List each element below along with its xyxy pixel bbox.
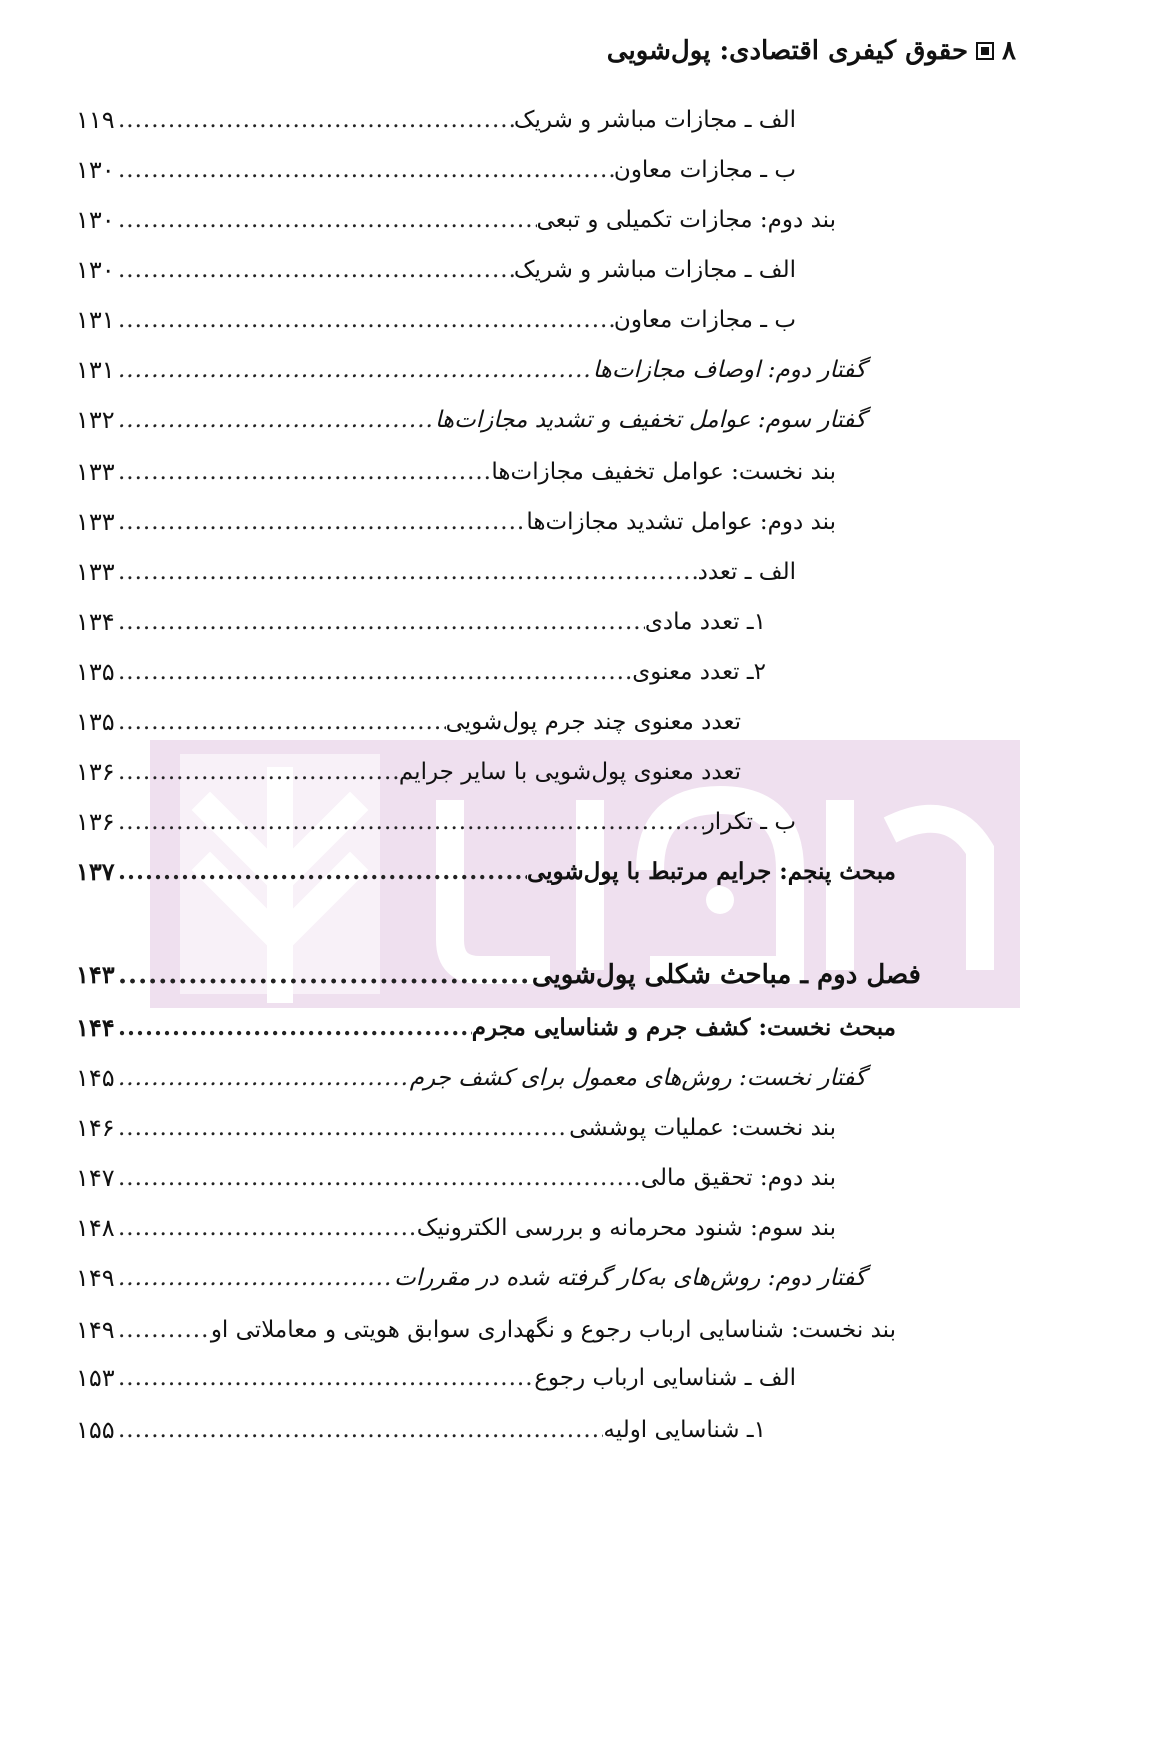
toc-entry-title: بند دوم: مجازات تکمیلی و تبعی xyxy=(536,207,836,233)
toc-row[interactable] xyxy=(0,1310,1166,1350)
toc-entry-title: بند دوم: عوامل تشدید مجازات‌ها xyxy=(526,509,836,535)
toc-entry-title: گفتار دوم: روش‌های به‌کار گرفته شده در مقررات xyxy=(394,1265,866,1291)
dot-leader xyxy=(118,300,614,340)
toc-page-number: ۱۳۵ xyxy=(76,658,115,686)
toc-page-number: ۱۴۹ xyxy=(76,1264,115,1292)
toc-page-number: ۱۳۳ xyxy=(76,508,115,536)
page-number: ۸ xyxy=(1002,36,1016,66)
toc-entry-title: بند دوم: تحقیق مالی xyxy=(640,1165,836,1191)
dot-leader xyxy=(118,1208,417,1248)
toc-page-number: ۱۴۳ xyxy=(76,960,115,989)
toc-page-number: ۱۳۳ xyxy=(76,558,115,586)
dot-leader xyxy=(118,502,526,542)
toc-row[interactable] xyxy=(0,702,1166,742)
dot-leader xyxy=(118,955,532,995)
page-header xyxy=(607,36,1016,66)
toc-page-number: ۱۴۴ xyxy=(76,1013,115,1042)
toc-page-number: ۱۳۱ xyxy=(76,306,115,334)
dot-leader xyxy=(118,350,593,390)
dot-leader xyxy=(118,100,514,140)
toc-page-number: ۱۴۵ xyxy=(76,1064,115,1092)
toc-row[interactable] xyxy=(0,350,1166,390)
toc-page-number: ۱۴۸ xyxy=(76,1214,115,1242)
dot-leader xyxy=(118,1410,603,1450)
toc-page-number: ۱۳۶ xyxy=(76,758,115,786)
toc-page-number: ۱۳۱ xyxy=(76,356,115,384)
toc-row[interactable] xyxy=(0,602,1166,642)
dot-leader xyxy=(118,702,446,742)
dot-leader xyxy=(118,1358,534,1398)
toc-entry-title: الف ـ مجازات مباشر و شریک xyxy=(513,107,796,133)
dot-leader xyxy=(118,602,645,642)
toc-row[interactable] xyxy=(0,452,1166,492)
dot-leader xyxy=(118,802,704,842)
toc-row[interactable] xyxy=(0,502,1166,542)
toc-page-number: ۱۵۵ xyxy=(76,1416,115,1444)
dot-leader xyxy=(118,552,698,592)
toc-row[interactable] xyxy=(0,1108,1166,1148)
toc-row[interactable] xyxy=(0,150,1166,190)
square-bullet-icon xyxy=(976,42,994,60)
toc-page-number: ۱۴۷ xyxy=(76,1164,115,1192)
toc-row[interactable] xyxy=(0,1058,1166,1098)
toc-entry-title: تعدد معنوی پول‌شویی با سایر جرایم xyxy=(398,759,741,785)
toc-entry-title: بند نخست: عوامل تخفیف مجازات‌ها xyxy=(491,459,836,485)
dot-leader xyxy=(118,1258,394,1298)
toc-row[interactable] xyxy=(0,200,1166,240)
book-title: حقوق کیفری اقتصادی: پول‌شویی xyxy=(606,36,969,66)
toc-row[interactable] xyxy=(0,1258,1166,1298)
toc-entry-title: ب ـ مجازات معاون xyxy=(613,307,796,333)
toc-entry-title: گفتار نخست: روش‌های معمول برای کشف جرم xyxy=(409,1065,866,1091)
toc-row[interactable] xyxy=(0,1008,1166,1048)
toc-entry-title: گفتار سوم: عوامل تخفیف و تشدید مجازات‌ها xyxy=(434,407,866,433)
toc-row[interactable] xyxy=(0,652,1166,692)
toc-entry-title: ۲ـ تعدد معنوی xyxy=(632,659,766,685)
toc-entry-title: ۱ـ شناسایی اولیه xyxy=(603,1417,766,1443)
dot-leader xyxy=(118,652,632,692)
toc-page-number: ۱۳۳ xyxy=(76,458,115,486)
toc-entry-title: الف ـ شناسایی ارباب رجوع xyxy=(534,1365,796,1391)
toc-row[interactable] xyxy=(0,1208,1166,1248)
toc-row[interactable] xyxy=(0,250,1166,290)
toc-row[interactable] xyxy=(0,802,1166,842)
toc-page-number: ۱۳۷ xyxy=(76,857,115,886)
dot-leader xyxy=(118,452,491,492)
dot-leader xyxy=(118,250,514,290)
toc-entry-title: گفتار دوم: اوصاف مجازات‌ها xyxy=(592,357,866,383)
toc-entry-title: الف ـ تعدد xyxy=(697,559,796,585)
toc-entry-title: بند نخست: شناسایی ارباب رجوع و نگهداری سوابق هویتی و معاملاتی او xyxy=(210,1317,896,1343)
toc-page-number: ۱۴۹ xyxy=(76,1316,115,1344)
dot-leader xyxy=(118,1008,472,1048)
toc-page-number: ۱۵۳ xyxy=(76,1364,115,1392)
toc-entry-title: ب ـ تکرار xyxy=(703,809,796,835)
dot-leader xyxy=(118,1108,569,1148)
toc-entry-title: بند نخست: عملیات پوششی xyxy=(569,1115,836,1141)
dot-leader xyxy=(118,400,435,440)
toc-entry-title: بند سوم: شنود محرمانه و بررسی الکترونیک xyxy=(416,1215,836,1241)
toc-entry-title: الف ـ مجازات مباشر و شریک xyxy=(513,257,796,283)
dot-leader xyxy=(118,852,527,892)
toc-entry-title: مبحث پنجم: جرایم مرتبط با پول‌شویی xyxy=(526,858,896,885)
toc-row[interactable] xyxy=(0,1410,1166,1450)
toc-entry-title: ب ـ مجازات معاون xyxy=(613,157,796,183)
toc-page-number: ۱۳۰ xyxy=(76,206,115,234)
toc-row[interactable] xyxy=(0,400,1166,440)
toc-page-number: ۱۱۹ xyxy=(76,106,115,134)
dot-leader xyxy=(118,752,399,792)
toc-page-number: ۱۳۶ xyxy=(76,808,115,836)
dot-leader xyxy=(118,200,537,240)
toc-row[interactable] xyxy=(0,100,1166,140)
toc-row[interactable] xyxy=(0,552,1166,592)
toc-row[interactable] xyxy=(0,300,1166,340)
toc-page-number: ۱۳۰ xyxy=(76,256,115,284)
toc-page-number: ۱۳۵ xyxy=(76,708,115,736)
toc-page-number: ۱۳۴ xyxy=(76,608,115,636)
dot-leader xyxy=(118,1310,211,1350)
toc-row[interactable] xyxy=(0,852,1166,892)
toc-row[interactable] xyxy=(0,955,1166,995)
toc-page-number: ۱۴۶ xyxy=(76,1114,115,1142)
toc-page-number: ۱۳۰ xyxy=(76,156,115,184)
toc-row[interactable] xyxy=(0,1358,1166,1398)
dot-leader xyxy=(118,1058,410,1098)
dot-leader xyxy=(118,150,614,190)
toc-entry-title: تعدد معنوی چند جرم پول‌شویی xyxy=(445,709,741,735)
toc-row[interactable] xyxy=(0,1158,1166,1198)
toc-entry-title: فصل دوم ـ مباحث شکلی پول‌شویی xyxy=(531,960,921,990)
toc-row[interactable] xyxy=(0,752,1166,792)
toc-entry-title: مبحث نخست: کشف جرم و شناسایی مجرم xyxy=(471,1014,896,1041)
toc-page-number: ۱۳۲ xyxy=(76,406,115,434)
toc-entry-title: ۱ـ تعدد مادی xyxy=(644,609,766,635)
dot-leader xyxy=(118,1158,641,1198)
